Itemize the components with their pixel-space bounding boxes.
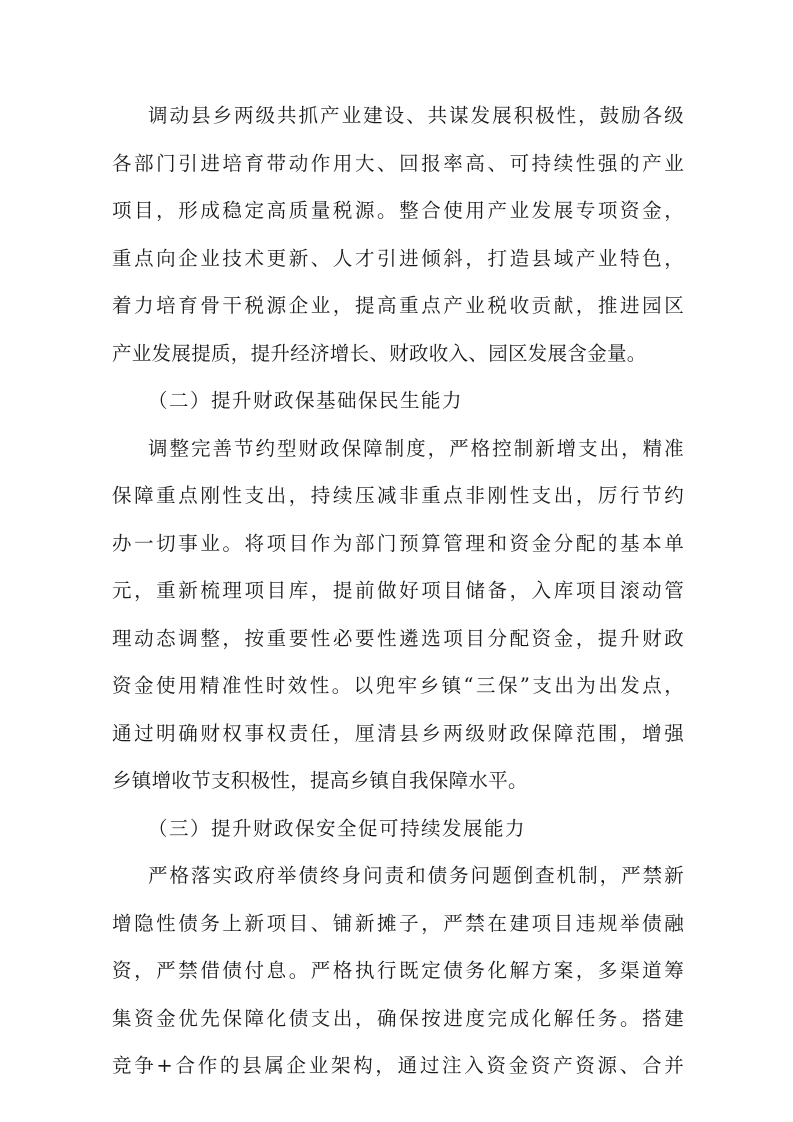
paragraph-line: 着力培育骨干税源企业，提高重点产业税收贡献，推进园区 — [112, 294, 684, 317]
paragraph-line: 集资金优先保障化债支出，确保按进度完成化解任务。搭建 — [112, 1006, 684, 1030]
paragraph-line: 调整完善节约型财政保障制度，严格控制新增支出，精准 — [148, 436, 684, 460]
section-heading-2: （二）提升财政保基础保民生能力 — [148, 389, 464, 412]
paragraph-line: 竞争+合作的县属企业架构，通过注入资金资产资源、合并 — [112, 1054, 684, 1077]
paragraph-line: 保障重点刚性支出，持续压减非重点非刚性支出，厉行节约 — [112, 484, 684, 507]
paragraph-debt-safety — [112, 852, 684, 1090]
paragraph-line: 理动态调整，按重要性必要性遴选项目分配资金，提升财政 — [112, 626, 684, 650]
paragraph-line: 严格落实政府举债终身问责和债务问题倒查机制，严禁新 — [148, 864, 684, 887]
paragraph-line: 资，严禁借债付息。严格执行既定债务化解方案，多渠道筹 — [112, 959, 684, 982]
paragraph-line: 元，重新梳理项目库，提前做好项目储备，入库项目滚动管 — [112, 579, 684, 602]
paragraph-line: 增隐性债务上新项目、铺新摊子，严禁在建项目违规举债融 — [112, 911, 684, 935]
document-body — [112, 92, 684, 1090]
paragraph-line: 项目，形成稳定高质量税源。整合使用产业发展专项资金， — [112, 199, 684, 222]
paragraph-line: 重点向企业技术更新、人才引进倾斜，打造县域产业特色， — [112, 246, 684, 270]
paragraph-line: 调动县乡两级共抓产业建设、共谋发展积极性，鼓励各级 — [148, 104, 684, 127]
paragraph-industry-development — [112, 92, 684, 377]
paragraph-line: 资金使用精准性时效性。以兜牢乡镇“三保”支出为出发点， — [112, 674, 684, 697]
paragraph-line: 通过明确财权事权责任，厘清县乡两级财政保障范围，增强 — [112, 721, 684, 745]
paragraph-line: 乡镇增收节支积极性，提高乡镇自我保障水平。 — [112, 769, 528, 792]
section-heading-3: （三）提升财政保安全促可持续发展能力 — [148, 816, 527, 840]
paragraph-line: 办一切事业。将项目作为部门预算管理和资金分配的基本单 — [112, 531, 684, 555]
paragraph-basic-livelihood — [112, 425, 684, 805]
paragraph-line: 产业发展提质，提升经济增长、财政收入、园区发展含金量。 — [112, 341, 647, 365]
paragraph-line: 各部门引进培育带动作用大、回报率高、可持续性强的产业 — [112, 151, 684, 175]
